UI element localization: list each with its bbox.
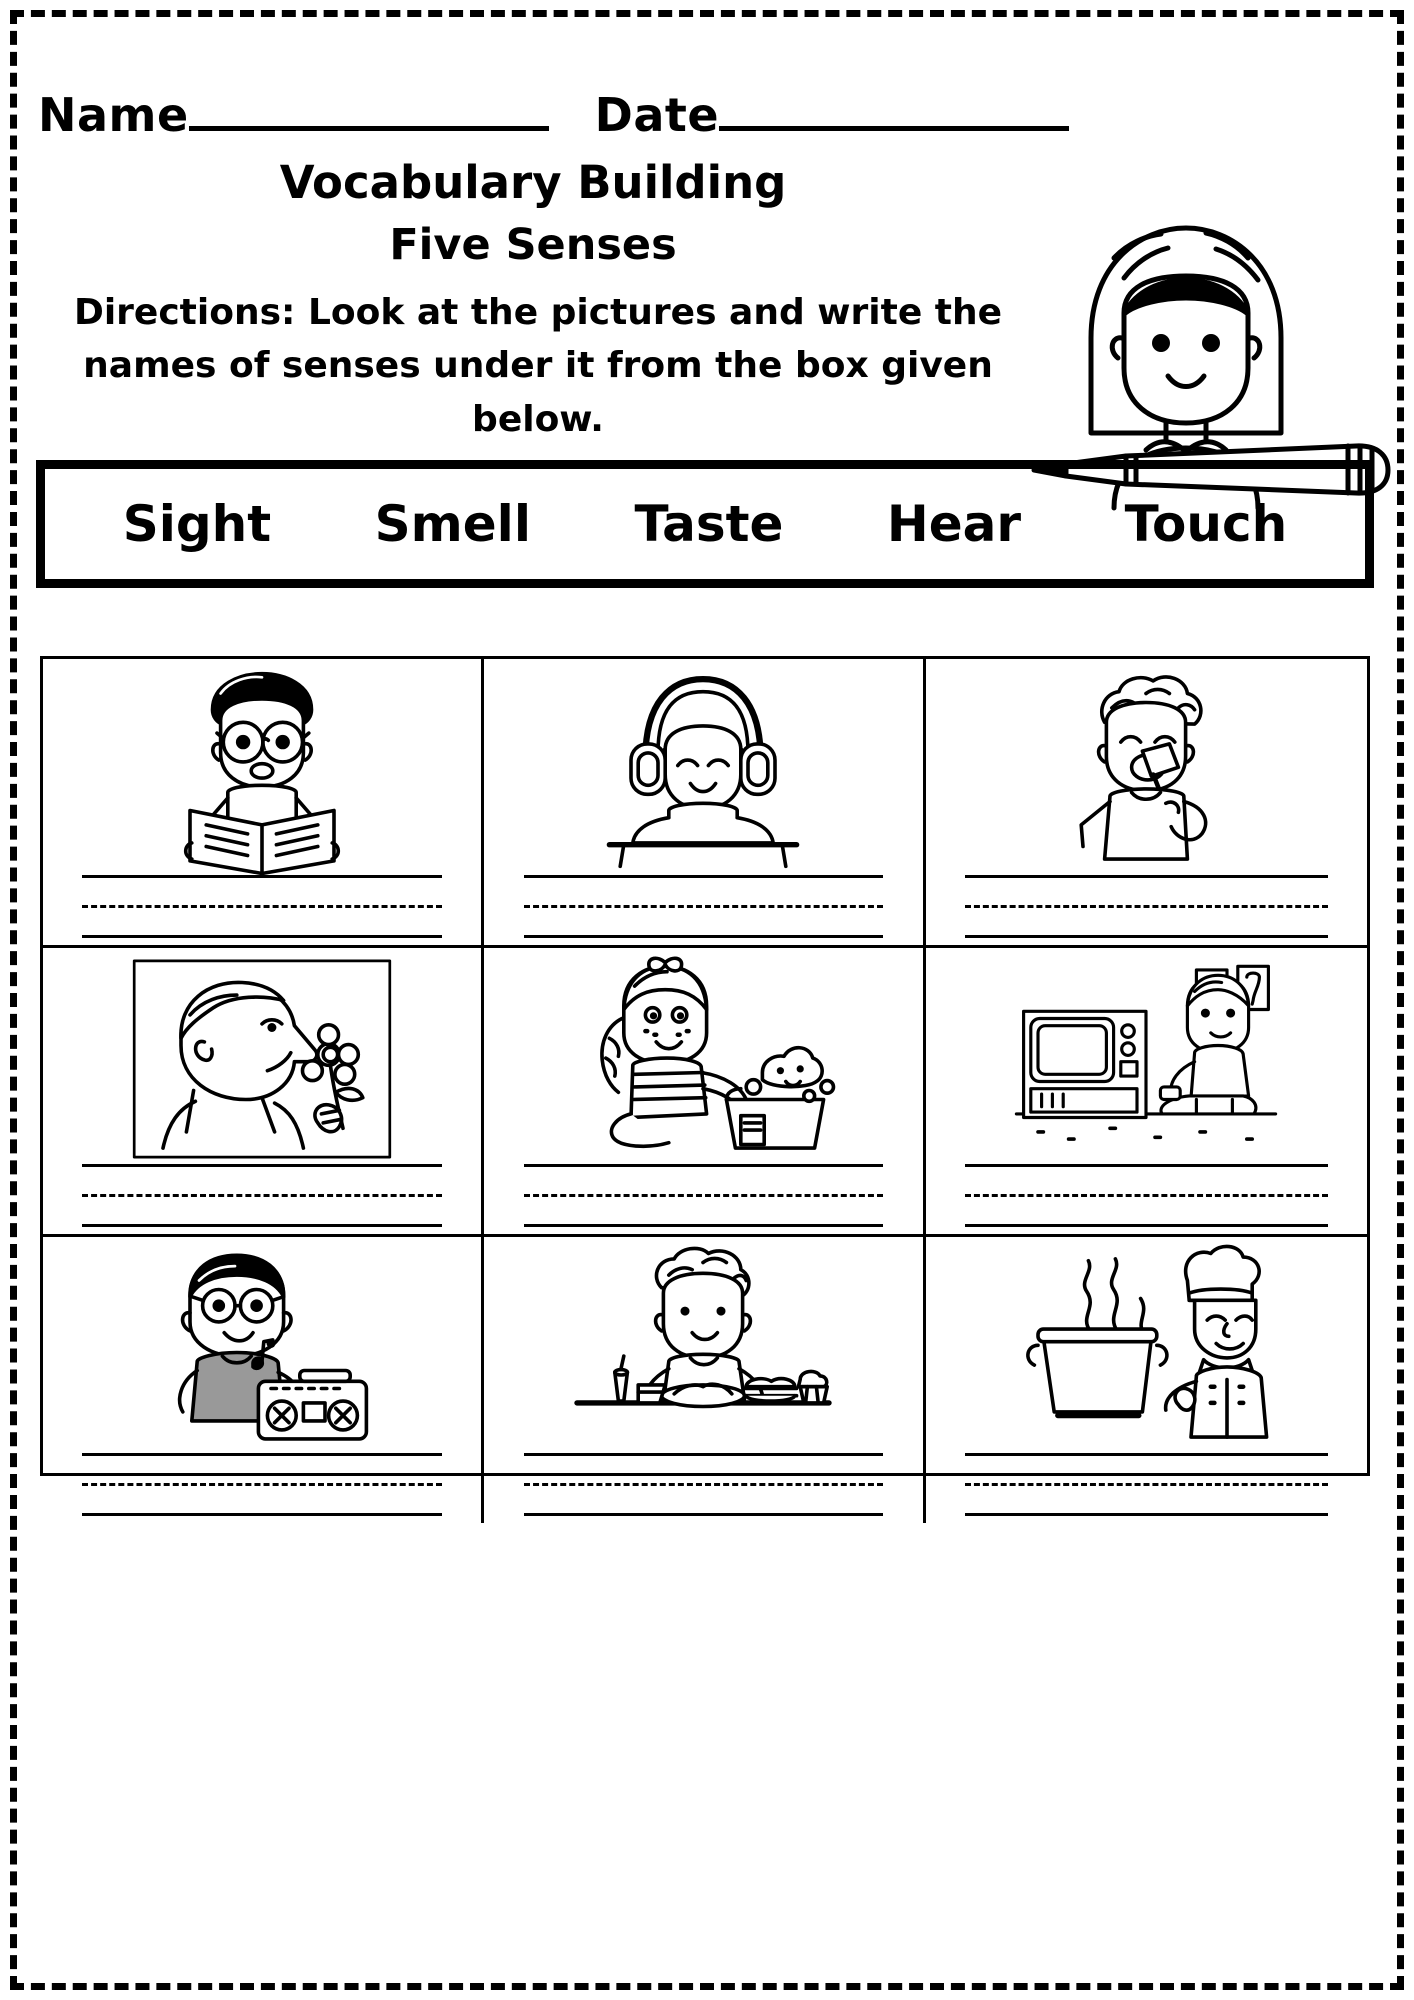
answer-write-lines-8[interactable] (524, 1453, 884, 1517)
boy-watching-tv-icon (936, 954, 1357, 1164)
girl-washing-puppy-icon (494, 954, 912, 1164)
boy-reading-book-icon (53, 665, 471, 875)
answer-write-lines-1[interactable] (82, 875, 442, 939)
grid-cell-2 (484, 659, 925, 948)
worksheet-title: Vocabulary Building (279, 156, 787, 209)
answer-write-lines-6[interactable] (965, 1164, 1327, 1228)
word-bank-item-sight[interactable]: Sight (122, 495, 272, 553)
grid-cell-8 (484, 1237, 925, 1523)
picture-grid (40, 656, 1370, 1476)
worksheet-subtitle: Five Senses (389, 220, 677, 270)
grid-cell-5 (484, 948, 925, 1237)
boy-eating-icecream-icon (936, 665, 1357, 875)
worksheet-directions: Directions: Look at the pictures and write the names of senses under it from the box given below. (73, 292, 1003, 440)
answer-write-lines-5[interactable] (524, 1164, 884, 1228)
word-bank (36, 460, 1374, 588)
word-bank-item-taste[interactable]: Taste (634, 495, 784, 553)
grid-cell-4 (43, 948, 484, 1237)
answer-write-lines-4[interactable] (82, 1164, 442, 1228)
answer-write-lines-2[interactable] (524, 875, 884, 939)
answer-write-lines-3[interactable] (965, 875, 1327, 939)
word-bank-item-touch[interactable]: Touch (1124, 495, 1288, 553)
word-bank-item-hear[interactable]: Hear (886, 495, 1022, 553)
boy-eating-meal-icon (494, 1243, 912, 1453)
answer-write-lines-7[interactable] (82, 1453, 442, 1517)
grid-cell-3 (926, 659, 1367, 948)
name-date-row (38, 88, 1338, 142)
boy-listening-radio-icon (53, 1243, 471, 1453)
date-write-line[interactable] (719, 125, 1069, 131)
answer-write-lines-9[interactable] (965, 1453, 1327, 1517)
worksheet-sheet (28, 28, 1386, 1972)
boy-smelling-flower-icon (53, 954, 471, 1164)
girl-headphones-icon (494, 665, 912, 875)
grid-cell-6 (926, 948, 1367, 1237)
name-write-line[interactable] (189, 125, 549, 131)
chef-smelling-pot-icon (936, 1243, 1357, 1453)
grid-cell-1 (43, 659, 484, 948)
grid-cell-9 (926, 1237, 1367, 1523)
word-bank-item-smell[interactable]: Smell (374, 495, 531, 553)
date-label: Date (594, 88, 720, 142)
name-label: Name (38, 88, 189, 142)
grid-cell-7 (43, 1237, 484, 1523)
